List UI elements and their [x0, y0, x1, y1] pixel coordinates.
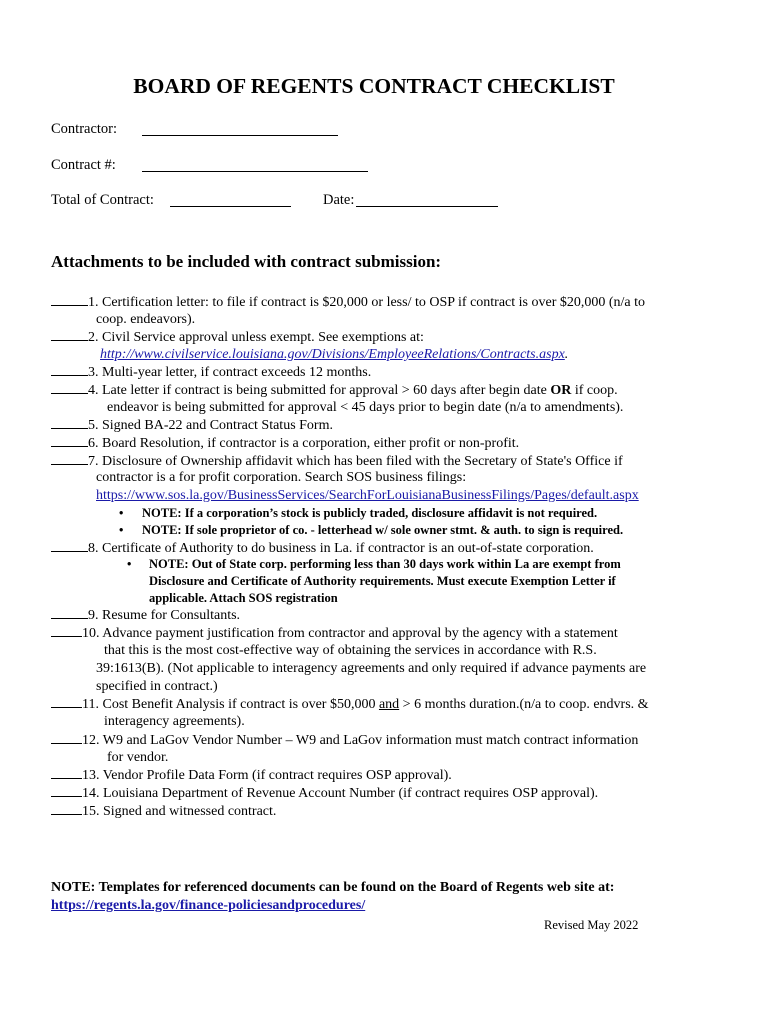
date-label: Date:: [323, 192, 355, 208]
contract-number-field[interactable]: [142, 157, 368, 177]
item-8-note-cont-1: Disclosure and Certificate of Authority requirements. Must execute Exemption Letter if: [149, 574, 616, 588]
checklist-item-15: 15. Signed and witnessed contract.: [51, 802, 276, 820]
civil-service-link-line: http://www.civilservice.louisiana.gov/Divisions/EmployeeRelations/Contracts.aspx.: [100, 347, 569, 362]
checkbox-blank[interactable]: [51, 539, 88, 552]
checkbox-blank[interactable]: [51, 416, 88, 429]
checkbox-blank[interactable]: [51, 328, 88, 341]
checklist-item-7: 7. Disclosure of Ownership affidavit which has been filed with the Secretary of State's Office if: [51, 452, 623, 470]
checkbox-blank[interactable]: [51, 452, 88, 465]
contractor-label: Contractor:: [51, 121, 118, 137]
checkbox-blank[interactable]: [51, 606, 88, 619]
checklist-item-11-cont: interagency agreements).: [104, 714, 245, 729]
checklist-item-14: 14. Louisiana Department of Revenue Account Number (if contract requires OSP approval).: [51, 784, 598, 802]
checkbox-blank[interactable]: [51, 731, 82, 744]
item-7-note-1: • NOTE: If a corporation’s stock is publicly traded, disclosure affidavit is not required.: [119, 506, 598, 520]
checklist-item-11: 11. Cost Benefit Analysis if contract is over $50,000 and > 6 months duration.(n/a to coop. endvrs. &: [51, 695, 649, 713]
checklist-item-2: 2. Civil Service approval unless exempt. See exemptions at:: [51, 328, 424, 346]
checklist-item-8: 8. Certificate of Authority to do business in La. if contractor is an out-of-state corporation.: [51, 539, 594, 557]
revision-date: Revised May 2022: [544, 918, 639, 932]
checkbox-blank[interactable]: [51, 293, 88, 306]
checkbox-blank[interactable]: [51, 363, 88, 376]
checklist-item-10: 10. Advance payment justification from contractor and approval by the agency with a statement: [51, 624, 618, 642]
checkbox-blank[interactable]: [51, 802, 82, 815]
checklist-item-1-cont: coop. endeavors).: [96, 312, 196, 327]
checklist-item-10-cont-2: 39:1613(B). (Not applicable to interagency agreements and only required if advance payments are: [96, 661, 647, 676]
checkbox-blank[interactable]: [51, 784, 82, 797]
checklist-item-13: 13. Vendor Profile Data Form (if contract requires OSP approval).: [51, 766, 452, 784]
checklist-item-5: 5. Signed BA-22 and Contract Status Form.: [51, 416, 333, 434]
total-of-contract-label: Total of Contract:: [51, 192, 154, 208]
checklist-item-12: 12. W9 and LaGov Vendor Number – W9 and LaGov information must match contract information: [51, 731, 638, 749]
checklist-item-10-cont-1: that this is the most cost-effective way of obtaining the services in accordance with R.S.: [104, 643, 597, 658]
checklist-item-4-cont: endeavor is being submitted for approval < 45 days prior to begin date (n/a to amendments).: [107, 400, 624, 415]
sos-business-filings-link[interactable]: https://www.sos.la.gov/BusinessServices/SearchForLouisianaBusinessFilings/Pages/default.aspx: [96, 488, 639, 503]
civil-service-link[interactable]: http://www.civilservice.louisiana.gov/Divisions/EmployeeRelations/Contracts.aspx: [100, 347, 565, 362]
item-8-note-cont-2: applicable. Attach SOS registration: [149, 591, 338, 605]
checkbox-blank[interactable]: [51, 624, 82, 637]
section-heading: Attachments to be included with contract submission:: [51, 252, 442, 271]
date-field[interactable]: [356, 192, 498, 212]
contractor-field[interactable]: [142, 121, 338, 141]
checkbox-blank[interactable]: [51, 434, 88, 447]
checkbox-blank[interactable]: [51, 766, 82, 779]
checklist-item-6: 6. Board Resolution, if contractor is a corporation, either profit or non-profit.: [51, 434, 519, 452]
item-8-note: • NOTE: Out of State corp. performing less than 30 days work within La are exempt from: [127, 557, 621, 571]
regents-finance-link[interactable]: https://regents.la.gov/finance-policiesandprocedures/: [51, 898, 366, 913]
templates-note: NOTE: Templates for referenced documents can be found on the Board of Regents web site at:: [51, 880, 615, 895]
contract-number-label: Contract #:: [51, 157, 116, 173]
checklist-item-1: 1. Certification letter: to file if contract is $20,000 or less/ to OSP if contract is over $20,000 (n/a to: [51, 293, 645, 311]
sos-link-line: [96, 487, 639, 504]
checkbox-blank[interactable]: [51, 695, 82, 708]
checklist-item-9: 9. Resume for Consultants.: [51, 606, 240, 624]
total-of-contract-field[interactable]: [170, 192, 291, 212]
checklist-item-7-cont: contractor is a for profit corporation. Search SOS business filings:: [96, 470, 467, 485]
checklist-item-12-cont: for vendor.: [107, 750, 169, 765]
checklist-item-3: 3. Multi-year letter, if contract exceeds 12 months.: [51, 363, 371, 381]
regents-link-line: [51, 897, 365, 915]
checklist-item-10-cont-3: specified in contract.): [96, 679, 218, 694]
checkbox-blank[interactable]: [51, 381, 88, 394]
page-title: BOARD OF REGENTS CONTRACT CHECKLIST: [133, 74, 615, 98]
checklist-item-4: 4. Late letter if contract is being submitted for approval > 60 days after begin date OR if coop.: [51, 381, 618, 399]
item-7-note-2: • NOTE: If sole proprietor of co. - letterhead w/ sole owner stmt. & auth. to sign is required.: [119, 523, 624, 537]
